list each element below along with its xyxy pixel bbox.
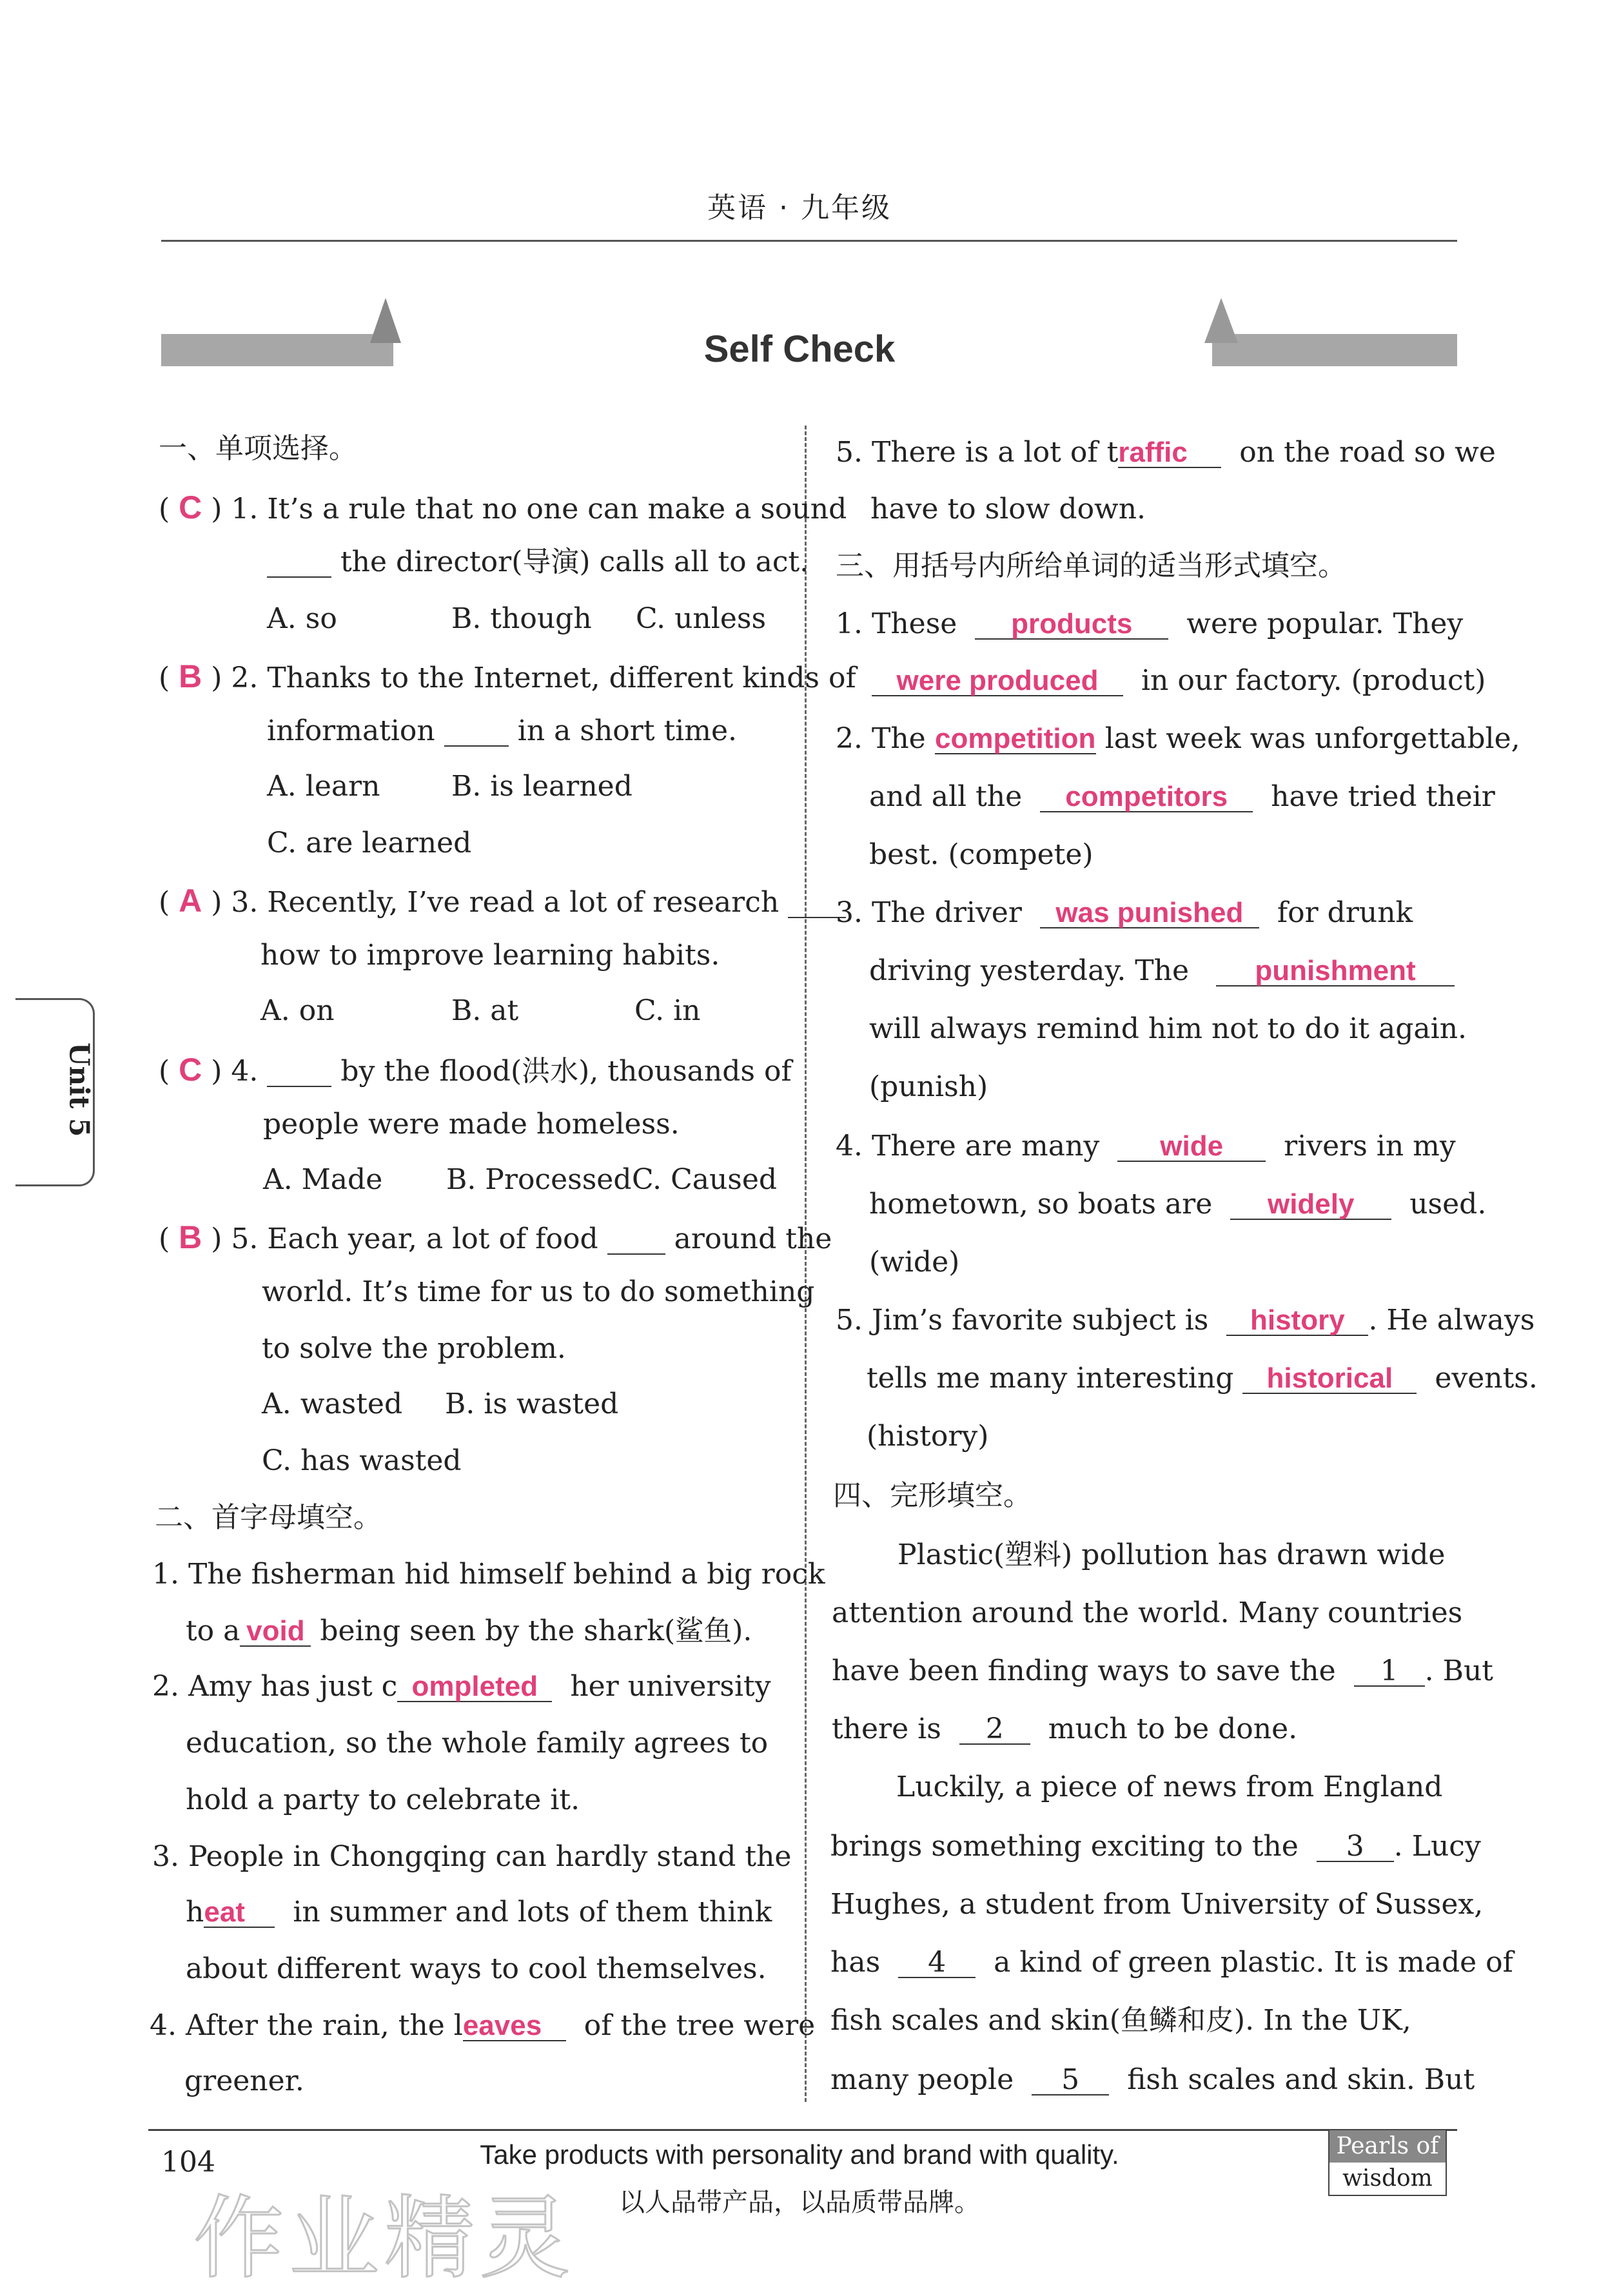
fill-answer-5: raffic (1118, 437, 1188, 468)
form-question-5-line3: (history) (867, 1420, 989, 1453)
mc-blank (267, 1057, 331, 1087)
mc-answer-3: A (179, 883, 202, 919)
pearls-of-wisdom-badge (1328, 2129, 1447, 2196)
form-question-4-line2: hometown, so boats are widely used. (869, 1188, 1487, 1221)
part3-heading: 三、用括号内所给单词的适当形式填空。 (836, 549, 1346, 582)
fill-answer-2: ompleted (411, 1671, 538, 1702)
form-question-4: 4. There are many wide rivers in my (836, 1130, 1456, 1163)
form-answer-4b: widely (1267, 1188, 1355, 1220)
form-question-1: 1. These products were popular. They (836, 607, 1464, 640)
cloze-line: attention around the world. Many countries (832, 1596, 1463, 1629)
form-question-1-line2: were produced in our factory. (product) (872, 667, 1486, 696)
watermark: 作业精灵 (193, 2186, 576, 2291)
header-rule (161, 240, 1457, 242)
fill-question-1: 1. The fisherman hid himself behind a big rock (152, 1558, 825, 1591)
cloze-line: brings something exciting to the 3 . Lucy (830, 1830, 1481, 1863)
fill-question-3: 3. People in Chongqing can hardly stand the (152, 1840, 792, 1873)
form-answer-5b: historical (1266, 1362, 1393, 1394)
mc-question-5-line3: to solve the problem. (262, 1332, 566, 1365)
cloze-line: has 4 a kind of green plastic. It is made of (830, 1946, 1513, 1979)
fill-answer-1: void (246, 1615, 305, 1647)
form-question-5: 5. Jim’s favorite subject is history . He always (836, 1304, 1535, 1337)
mc-question-3: ( A ) 3. Recently, I’ve read a lot of research (159, 885, 846, 918)
fill-answer-4: eaves (462, 2010, 542, 2041)
form-answer-4a: wide (1160, 1130, 1224, 1162)
form-question-3: 3. The driver was punished for drunk (836, 896, 1413, 929)
mc-option-5b: B. is wasted (445, 1388, 619, 1420)
form-question-2-line2: and all the competitors have tried their (869, 780, 1495, 813)
mc-question-3-line2: how to improve learning habits. (260, 939, 720, 972)
mc-question-4: ( C ) 4. by the flood(洪水), thousands of (159, 1052, 792, 1088)
mc-question-2-line2: information in a short time. (267, 714, 737, 747)
cloze-line: many people 5 fish scales and skin. But (830, 2063, 1475, 2096)
mc-options-1: A. so (267, 602, 337, 635)
mc-option-5c: C. has wasted (262, 1444, 462, 1477)
part2-heading: 二、首字母填空。 (155, 1501, 382, 1534)
section-title: Self Check (703, 328, 896, 370)
mc-option-5a: A. wasted (262, 1388, 403, 1420)
mc-option-3c: C. in (634, 994, 701, 1027)
cloze-blank-5: 5 (1032, 2066, 1109, 2095)
mc-option-3b: B. at (451, 994, 519, 1027)
form-answer-3a: was punished (1055, 897, 1244, 928)
form-question-3-line2: driving yesterday. The punishment (869, 957, 1455, 986)
form-answer-1b: were produced (896, 665, 1099, 696)
form-question-3-line4: (punish) (869, 1070, 988, 1103)
form-question-2: 2. The competition last week was unforgettable, (836, 722, 1520, 755)
cloze-line: there is 2 much to be done. (832, 1712, 1298, 1745)
cloze-line: Plastic(塑料) pollution has drawn wide (898, 1538, 1446, 1571)
mc-option-2c: C. are learned (267, 827, 472, 859)
mc-question-5-line2: world. It’s time for us to do something (262, 1275, 815, 1308)
cloze-line: Luckily, a piece of news from England (896, 1771, 1443, 1803)
badge-bottom-text: wisdom (1342, 2165, 1433, 2192)
fill-question-2-line2: education, so the whole family agrees to (186, 1727, 769, 1760)
mc-answer-1: C (179, 489, 202, 525)
mc-blank (444, 717, 509, 747)
mc-option-3a: A. on (260, 994, 335, 1027)
mc-option-2a: A. learn (267, 770, 380, 803)
badge-top-text: Pearls of (1329, 2130, 1446, 2163)
fill-question-5: 5. There is a lot of traffic on the road so we (836, 436, 1496, 469)
form-answer-3b: punishment (1255, 955, 1416, 986)
mc-option-4c: C. Caused (632, 1163, 778, 1196)
cloze-line: fish scales and skin(鱼鳞和皮). In the UK, (830, 2004, 1411, 2037)
page-header-title: 英语 · 九年级 (707, 191, 892, 224)
mc-answer-5: B (179, 1219, 202, 1255)
cloze-line: have been finding ways to save the 1 . But (832, 1654, 1493, 1687)
form-answer-5a: history (1250, 1304, 1345, 1336)
fill-question-2: 2. Amy has just c ompleted her university (152, 1670, 771, 1703)
footer-rule (148, 2129, 1457, 2131)
unit-tab-label: Unit 5 (63, 1042, 95, 1137)
page-number: 104 (161, 2146, 215, 2179)
part4-heading: 四、完形填空。 (833, 1479, 1032, 1512)
cloze-blank-2: 2 (959, 1715, 1030, 1745)
form-question-3-line3: will always remind him not to do it again. (869, 1012, 1467, 1045)
fill-question-4-line2: greener. (184, 2065, 304, 2097)
fill-question-3-line3: about different ways to cool themselves. (186, 1952, 767, 1985)
form-question-2-line3: best. (compete) (869, 838, 1094, 871)
fill-question-2-line3: hold a party to celebrate it. (186, 1783, 580, 1816)
fill-question-3-line2: heat in summer and lots of them think (186, 1896, 772, 1928)
mc-option-4a: A. Made (263, 1163, 383, 1196)
mc-option-4b: B. Processed (446, 1163, 632, 1196)
cloze-blank-1: 1 (1354, 1657, 1425, 1687)
cloze-blank-4: 4 (898, 1948, 976, 1978)
mc-question-2: ( B ) 2. Thanks to the Internet, different kinds of (159, 658, 856, 694)
mc-option-2b: B. is learned (451, 770, 633, 803)
part1-heading: 一、单项选择。 (159, 432, 357, 465)
form-answer-1a: products (1011, 608, 1133, 640)
form-answer-2a: competition (935, 723, 1096, 754)
cloze-blank-3: 3 (1317, 1832, 1394, 1862)
mc-answer-2: B (179, 658, 202, 694)
cloze-line: Hughes, a student from University of Sussex, (830, 1888, 1484, 1921)
footer-slogan-en: Take products with personality and brand with quality. (480, 2139, 1119, 2170)
mc-question-1: ( C ) 1. It’s a rule that no one can make a sound (159, 489, 847, 525)
fill-question-1-line2: to a void being seen by the shark(鲨鱼). (186, 1614, 752, 1647)
form-answer-2b: competitors (1065, 781, 1228, 812)
mc-question-4-line2: people were made homeless. (263, 1108, 680, 1141)
mc-option-1c: C. unless (636, 602, 767, 635)
mc-question-1-line2: the director(导演) calls all to act. (267, 548, 809, 578)
mc-question-5: ( B ) 5. Each year, a lot of food around the (159, 1219, 832, 1255)
form-question-5-line2: tells me many interesting historical events. (867, 1362, 1538, 1395)
form-question-4-line3: (wide) (869, 1246, 960, 1279)
mc-option-1b: B. though (451, 602, 592, 635)
fill-question-4: 4. After the rain, the leaves of the tree were (150, 2009, 816, 2042)
fill-answer-3: eat (204, 1896, 245, 1928)
mc-blank (267, 548, 331, 578)
footer-slogan-cn: 以人品带产品，以品质带品牌。 (619, 2188, 980, 2217)
mc-blank (607, 1225, 665, 1255)
fill-question-5-line2: have to slow down. (870, 493, 1146, 525)
mc-answer-4: C (179, 1052, 202, 1088)
